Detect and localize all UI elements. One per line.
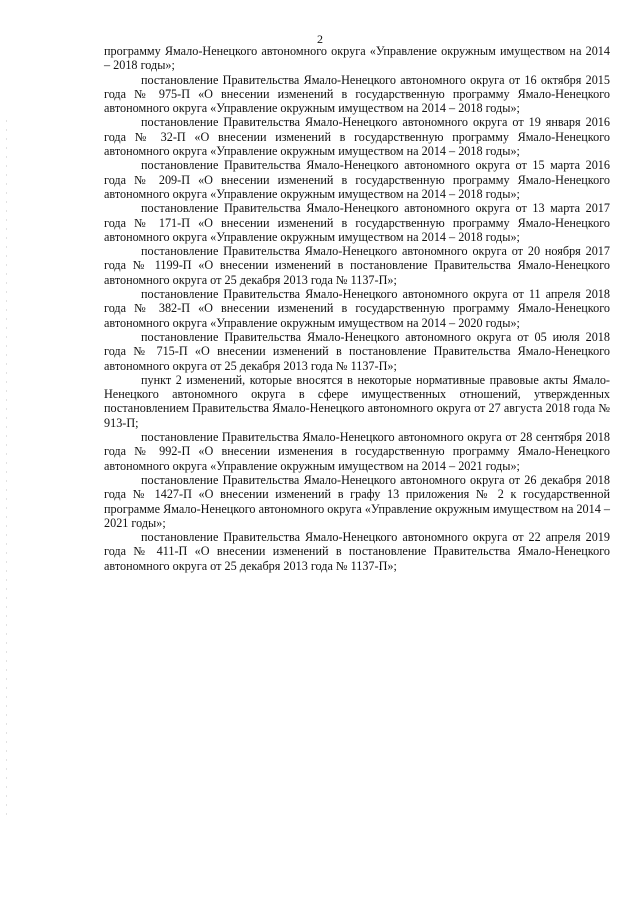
- paragraph-resolution-975p: постановление Правительства Ямало-Ненецкого автономного округа от 16 октября 2015 года № 975-П «О внесении изменений в государственную программу Ямало-Ненецкого автономного округа «Управление окружным имуществом на 2014 – 2018 годы»;: [104, 72, 610, 116]
- paragraph-resolution-171p: постановление Правительства Ямало-Ненецкого автономного округа от 13 марта 2017 года № 171-П «О внесении изменений в государственную программу Ямало-Ненецкого автономного округа «Управление окружным имуществом на 2014 – 2018 годы»;: [104, 201, 610, 244]
- paragraph-resolution-411p: постановление Правительства Ямало-Ненецкого автономного округа от 22 апреля 2019 года № 411-П «О внесении изменений в постановление Правительства Ямало-Ненецкого автономного округа от 25 декабря 2013 года № 1137-П»;: [104, 530, 610, 573]
- page-number: 2: [317, 32, 323, 46]
- paragraph-resolution-32p: постановление Правительства Ямало-Ненецкого автономного округа от 19 января 2016 года № 32-П «О внесении изменений в государственную программу Ямало-Ненецкого автономного округа «Управление окружным имуществом на 2014 – 2018 годы»;: [104, 115, 610, 159]
- paragraph-continued: программу Ямало-Ненецкого автономного округа «Управление окружным имуществом на 2014 – 2018 годы»;: [104, 44, 610, 73]
- paragraph-resolution-382p: постановление Правительства Ямало-Ненецкого автономного округа от 11 апреля 2018 года № 382-П «О внесении изменений в государственную программу Ямало-Ненецкого автономного округа «Управление окружным имуществом на 2014 – 2020 годы»;: [104, 287, 610, 330]
- paragraph-resolution-209p: постановление Правительства Ямало-Ненецкого автономного округа от 15 марта 2016 года № 209-П «О внесении изменений в государственную программу Ямало-Ненецкого автономного округа «Управление окружным имуществом на 2014 – 2018 годы»;: [104, 158, 610, 201]
- paragraph-resolution-1199p: постановление Правительства Ямало-Ненецкого автономного округа от 20 ноября 2017 года № 1199-П «О внесении изменений в постановление Правительства Ямало-Ненецкого автономного округа от 25 декабря 2013 года № 1137-П»;: [104, 244, 610, 287]
- document-body: [104, 44, 610, 573]
- scan-edge-artifact: [6, 120, 7, 820]
- paragraph-resolution-1427p: постановление Правительства Ямало-Ненецкого автономного округа от 26 декабря 2018 года № 1427-П «О внесении изменений в графу 13 приложения № 2 к государственной программе Ямало-Ненецкого автономного округа «Управление окружным имуществом на 2014 – 2021 годы»;: [104, 472, 610, 530]
- paragraph-resolution-992p: постановление Правительства Ямало-Ненецкого автономного округа от 28 сентября 2018 года № 992-П «О внесении изменения в государственную программу Ямало-Ненецкого автономного округа «Управление окружным имуществом на 2014 – 2021 годы»;: [104, 430, 610, 473]
- paragraph-item-913p: пункт 2 изменений, которые вносятся в некоторые нормативные правовые акты Ямало-Ненецкого автономного округа в сфере имущественных отношений, утвержденных постановлением Правительства Ямало-Ненецкого автономного округа от 27 августа 2018 года № 913-П;: [104, 372, 610, 430]
- paragraph-resolution-715p: постановление Правительства Ямало-Ненецкого автономного округа от 05 июля 2018 года № 715-П «О внесении изменений в постановление Правительства Ямало-Ненецкого автономного округа от 25 декабря 2013 года № 1137-П»;: [104, 329, 610, 373]
